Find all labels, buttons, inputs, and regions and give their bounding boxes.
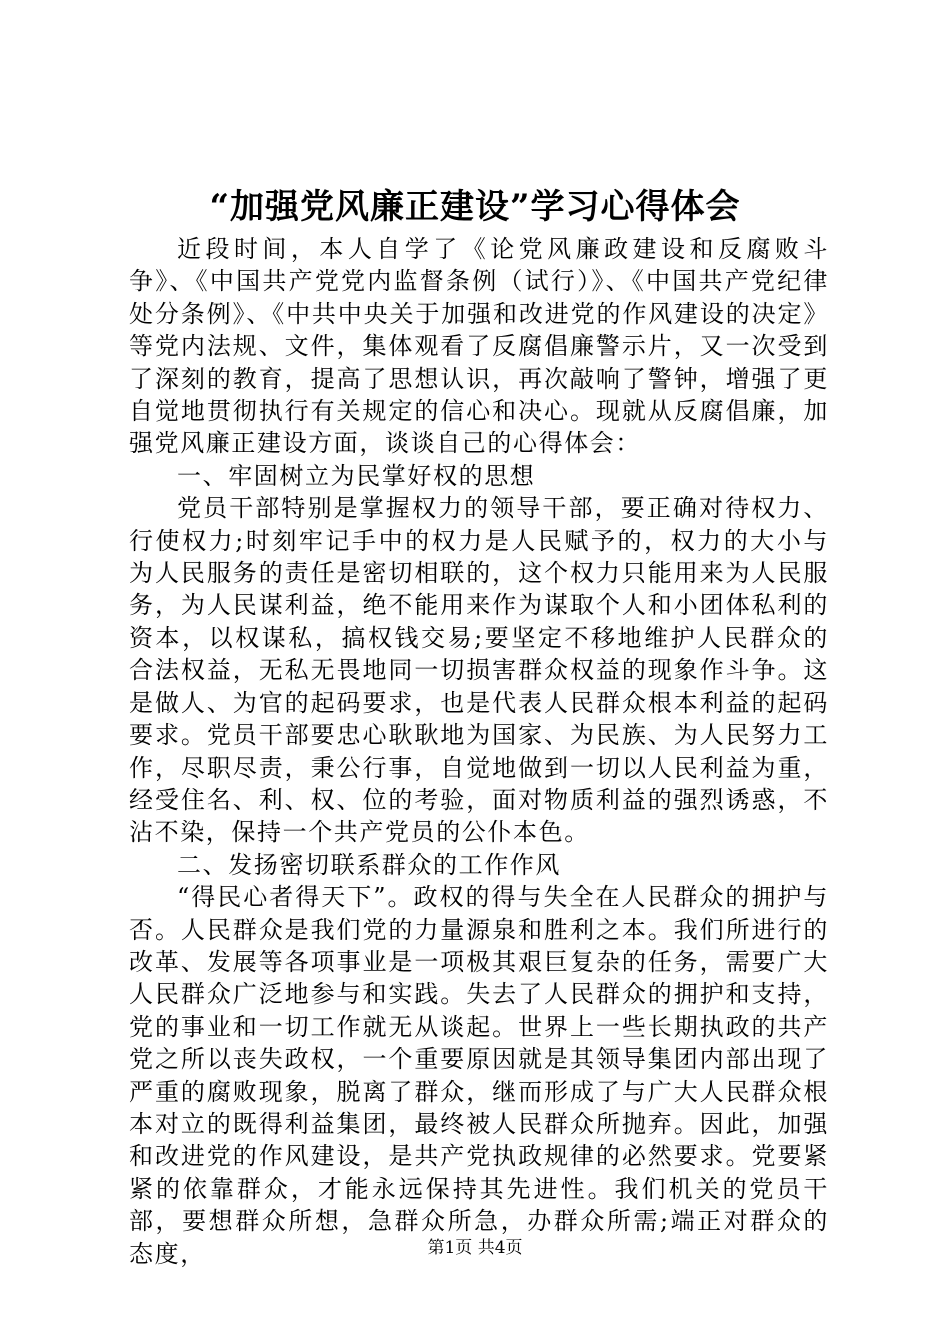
document-body <box>129 233 829 1270</box>
section-2-paragraph: “得民心者得天下”。政权的得与失全在人民群众的拥护与否。人民群众是我们党的力量源泉和胜利之本。我们所进行的改革、发展等各项事业是一项极其艰巨复杂的任务，需要广大人民群众广泛地参与和实践。失去了人民群众的拥护和支持，党的事业和一切工作就无从谈起。世界上一些长期执政的共产党之所以丧失政权，一个重要原因就是其领导集团内部出现了严重的腐败现象，脱离了群众，继而形成了与广大人民群众根本对立的既得利益集团，最终被人民群众所抛弃。因此，加强和改进党的作风建设，是共产党执政规律的必然要求。党要紧紧的依靠群众，才能永远保持其先进性。我们机关的党员干部，要想群众所想，急群众所急，办群众所需;端正对群众的态度， <box>129 883 829 1268</box>
document-title: “加强党风廉正建设”学习心得体会 <box>209 187 741 227</box>
section-heading-2: 二、发扬密切联系群众的工作作风 <box>177 850 561 879</box>
intro-paragraph: 近段时间，本人自学了《论党风廉政建设和反腐败斗争》、《中国共产党党内监督条例（试行）》、《中国共产党纪律处分条例》、《中共中央关于加强和改进党的作风建设的决定》等党内法规、文件，集体观看了反腐倡廉警示片，又一次受到了深刻的教育，提高了思想认识，再次敲响了警钟，增强了更自觉地贯彻执行有关规定的信心和决心。现就从反腐倡廉，加强党风廉正建设方面，谈谈自己的心得体会： <box>129 235 829 458</box>
section-heading-1: 一、牢固树立为民掌好权的思想 <box>177 461 536 490</box>
page-number-footer: 第1页 共4页 <box>427 1238 523 1258</box>
section-1-paragraph: 党员干部特别是掌握权力的领导干部，要正确对待权力、行使权力;时刻牢记手中的权力是人民赋予的，权力的大小与为人民服务的责任是密切相联的，这个权力只能用来为人民服务，为人民谋利益，绝不能用来作为谋取个人和小团体私利的资本，以权谋私，搞权钱交易;要坚定不移地维护人民群众的合法权益，无私无畏地同一切损害群众权益的现象作斗争。这是做人、为官的起码要求，也是代表人民群众根本利益的起码要求。党员干部要忠心耿耿地为国家、为民族、为人民努力工作，尽职尽责，秉公行事，自觉地做到一切以人民利益为重，经受住名、利、权、位的考验，面对物质利益的强烈诱惑，不沾不染，保持一个共产党员的公仆本色。 <box>129 494 829 847</box>
